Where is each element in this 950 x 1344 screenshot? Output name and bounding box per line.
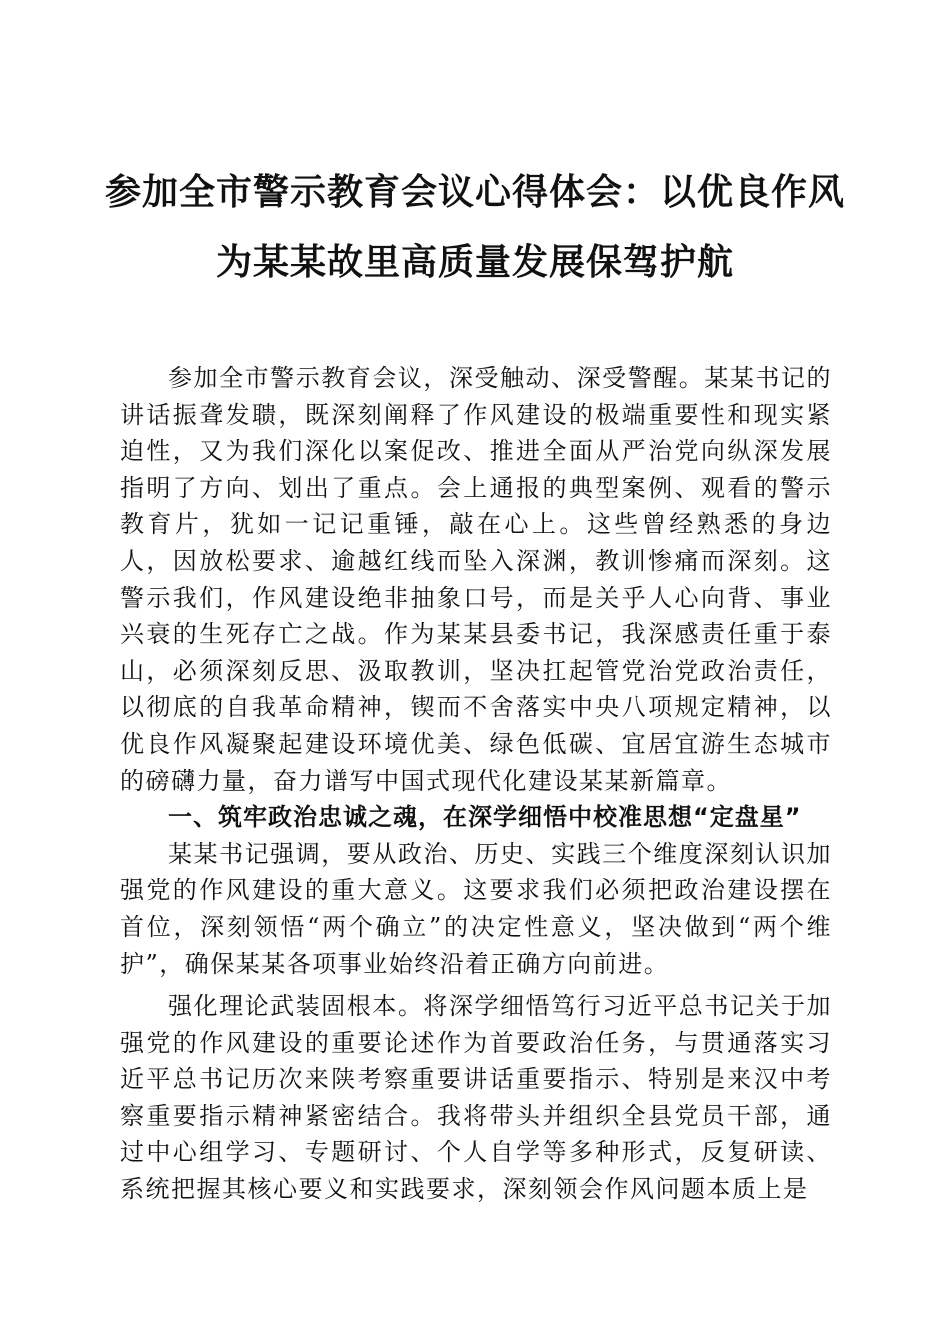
- paragraph-intro: 参加全市警示教育会议，深受触动、深受警醒。某某书记的讲话振聋发聩，既深刻阐释了作风建设的极端重要性和现实紧迫性，又为我们深化以案促改、推进全面从严治党向纵深发展指明了方向、划出了重点。会上通报的典型案例、观看的警示教育片，犹如一记记重锤，敲在心上。这些曾经熟悉的身边人，因放松要求、逾越红线而坠入深渊，教训惨痛而深刻。这警示我们，作风建设绝非抽象口号，而是关乎人心向背、事业兴衰的生死存亡之战。作为某某县委书记，我深感责任重于泰山，必须深刻反思、汲取教训，坚决扛起管党治党政治责任，以彻底的自我革命精神，锲而不舍落实中央八项规定精神，以优良作风凝聚起建设环境优美、绿色低碳、宜居宜游生态城市的磅礴力量，奋力谱写中国式现代化建设某某新篇章。: [120, 364, 832, 795]
- document-title-line-2: 为某某故里高质量发展保驾护航: [215, 242, 734, 283]
- document-title-line-1: 参加全市警示教育会议心得体会：以优良作风: [104, 172, 845, 213]
- paragraph-section1-intro: 某某书记强调，要从政治、历史、实践三个维度深刻认识加强党的作风建设的重大意义。这要求我们必须把政治建设摆在首位，深刻领悟“两个确立”的决定性意义，坚决做到“两个维护”，确保某某各项事业始终沿着正确方向前进。: [120, 839, 832, 978]
- document-body: [120, 360, 832, 1208]
- paragraph-theory: 强化理论武装固根本。将深学细悟笃行习近平总书记关于加强党的作风建设的重要论述作为首要政治任务，与贯通落实习近平总书记历次来陕考察重要讲话重要指示、特别是来汉中考察重要指示精神紧密结合。我将带头并组织全县党员干部，通过中心组学习、专题研讨、个人自学等多种形式，反复研读、系统把握其核心要义和实践要求，深刻领会作风问题本质上是: [120, 992, 832, 1204]
- section-heading-1: 一、筑牢政治忠诚之魂，在深学细悟中校准思想“定盘星”: [168, 803, 802, 832]
